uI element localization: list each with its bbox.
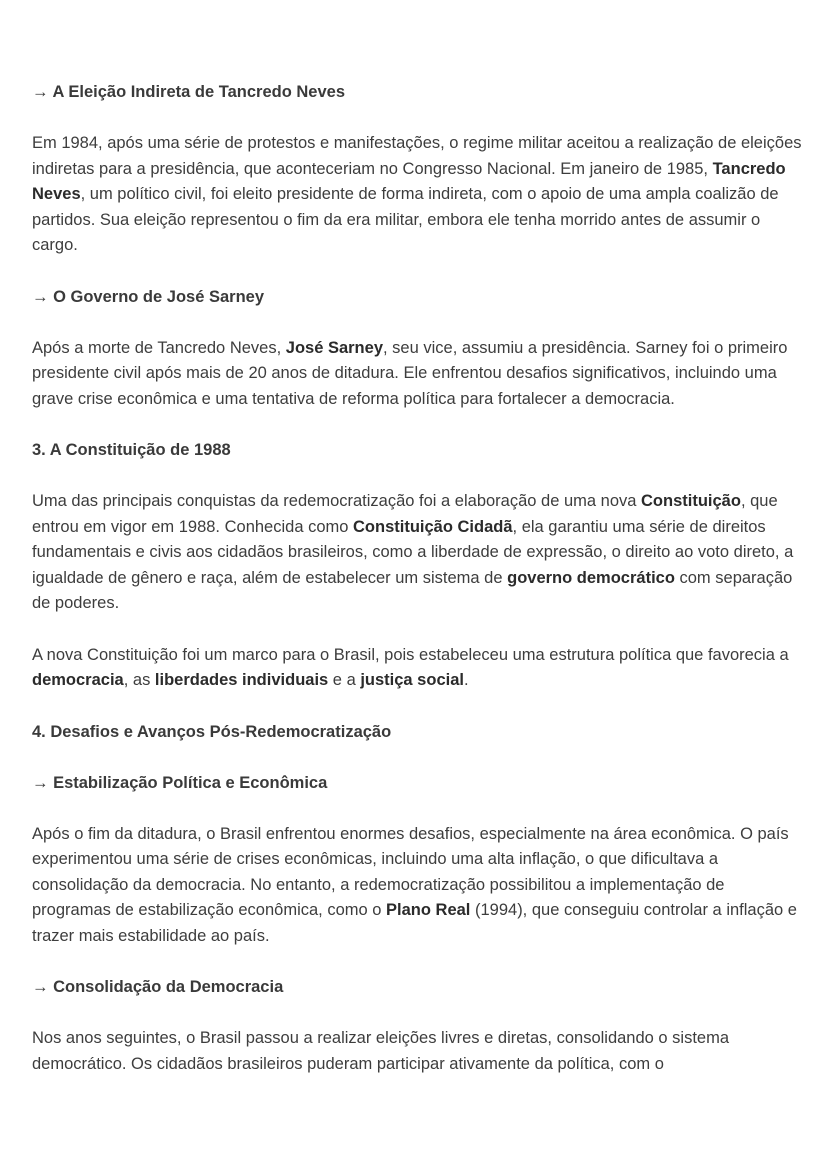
text-run: Após a morte de Tancredo Neves,: [32, 338, 286, 357]
text-run: , um político civil, foi eleito presidente de forma indireta, com o apoio de uma ampla coalizão de partidos. Sua eleição representou o fim da era militar, embora ele tenha morrido antes de assumir o cargo.: [32, 185, 779, 254]
text-run: , seu vice, assumiu a presidência. Sarney foi o primeiro presidente civil após mais de 20 anos de ditadura. Ele enfrentou desafios significativos, incluindo uma grave crise econômica e uma tentativa de reforma política para fortalecer a democracia.: [32, 338, 788, 408]
bold-term-constituicao: Constituição: [641, 492, 741, 510]
section-heading-tancredo: → A Eleição Indireta de Tancredo Neves: [32, 83, 345, 101]
text-run: Em 1984, após uma série de protestos e manifestações, o regime militar aceitou a realização de eleições indiretas para a presidência, que aconteceriam no Congresso Nacional. Em janeiro de 1985,: [32, 134, 802, 178]
bold-term-democracia: democracia: [32, 671, 124, 689]
bold-term-governo-democratico: governo democrático: [507, 568, 675, 587]
section-heading-desafios: 4. Desafios e Avanços Pós-Redemocratização: [32, 722, 392, 741]
bold-term-liberdades-individuais: liberdades individuais: [154, 671, 329, 689]
paragraph-constituicao-2: [32, 643, 802, 694]
text-run: e a: [328, 671, 361, 689]
text-run: com separação de poderes.: [32, 568, 793, 612]
text-run: , que entrou em vigor em 1988. Conhecida como: [32, 492, 778, 536]
paragraph-tancredo: [32, 131, 802, 259]
paragraph-sarney: [32, 336, 802, 413]
text-run: (1994), que conseguiu controlar a inflação e trazer mais estabilidade ao país.: [32, 901, 797, 945]
text-run: , ela garantiu uma série de direitos fundamentais e civis aos cidadãos brasileiros, como a liberdade de expressão, o direito ao voto direto, a igualdade de gênero e raça, além de estabelecer um sistema de: [32, 517, 794, 587]
bold-term-jose-sarney: José Sarney: [285, 338, 383, 357]
text-run: Após o fim da ditadura, o Brasil enfrentou enormes desafios, especialmente na área econômica. O país experimentou uma série de crises econômicas, incluindo uma alta inflação, o que dificultava a consolidação da democracia. No entanto, a redemocratização possibilitou a implementação de programas de estabilização econômica, como o: [32, 824, 789, 919]
paragraph-consolidacao: [32, 1026, 802, 1077]
bold-term-justica-social: justiça social: [360, 671, 464, 689]
bold-term-tancredo-neves: Tancredo Neves: [32, 159, 786, 203]
section-heading-consolidacao: → Consolidação da Democracia: [32, 978, 284, 996]
text-run: , as: [123, 671, 155, 689]
text-run: A nova Constituição foi um marco para o Brasil, pois estabeleceu uma estrutura política que favorecia a: [32, 645, 789, 664]
paragraph-estabilizacao: [32, 822, 802, 950]
bold-term-plano-real: Plano Real: [386, 901, 471, 919]
text-run: .: [463, 671, 469, 689]
section-heading-estabilizacao: → Estabilização Política e Econômica: [32, 773, 328, 792]
section-heading-sarney: → O Governo de José Sarney: [32, 287, 264, 306]
text-run: Nos anos seguintes, o Brasil passou a realizar eleições livres e diretas, consolidando o sistema democrático. Os cidadãos brasileiros puderam participar ativamente da política, com o: [32, 1029, 730, 1073]
text-run: Uma das principais conquistas da redemocratização foi a elaboração de uma nova: [32, 492, 642, 510]
bold-term-constituicao-cidada: Constituição Cidadã: [353, 517, 513, 536]
paragraph-constituicao-1: [32, 489, 802, 617]
section-heading-constituicao: 3. A Constituição de 1988: [32, 441, 231, 459]
